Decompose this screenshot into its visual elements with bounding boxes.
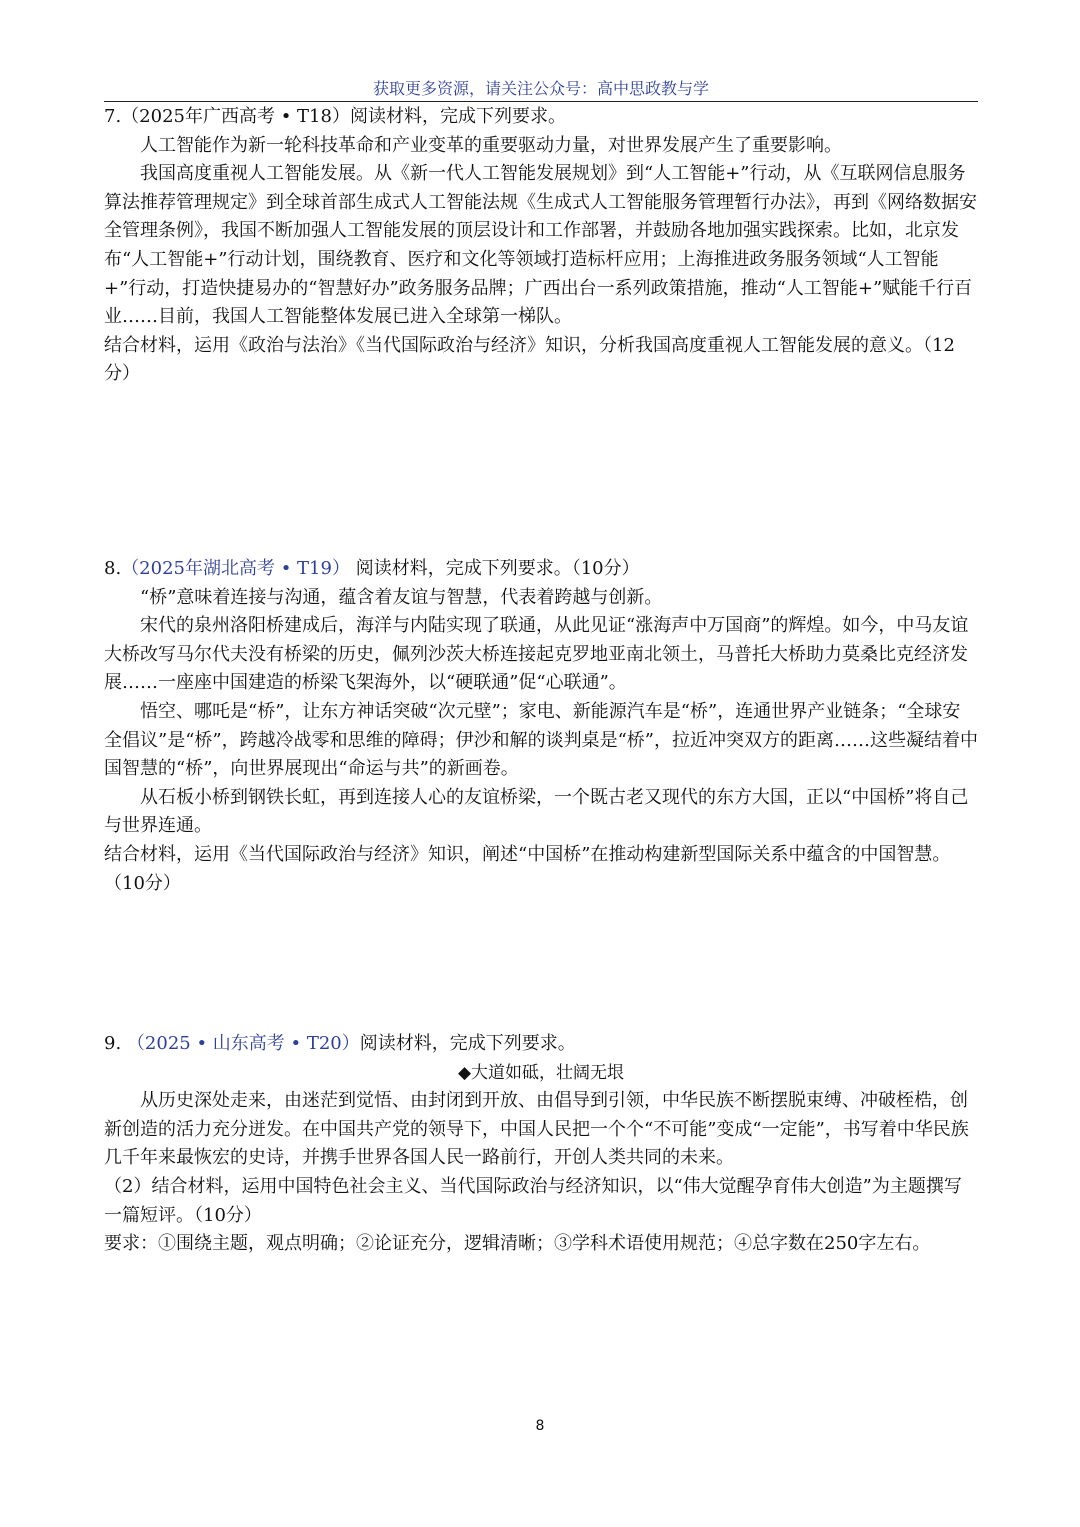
question-9: [104, 1030, 978, 1259]
q8-source-ref: （2025年湖北高考 • T19）: [121, 558, 350, 579]
q8-paragraph-4: 从石板小桥到钢铁长虹，再到连接人心的友谊桥梁，一个既古老又现代的东方大国，正以“中国桥”将自己与世界连通。: [104, 786, 969, 837]
q9-source-ref: （2025 • 山东高考 • T20）: [126, 1033, 360, 1054]
q8-task: 结合材料，运用《当代国际政治与经济》知识，阐述“中国桥”在推动构建新型国际关系中蕴含的中国智慧。（10分）: [104, 843, 951, 894]
q9-requirements: 要求：①围绕主题，观点明确；②论证充分，逻辑清晰；③学科术语使用规范；④总字数在250字左右。: [104, 1233, 931, 1255]
q7-heading: 7.（2025年广西高考 • T18）阅读材料，完成下列要求。: [104, 106, 566, 127]
q9-number: 9.: [104, 1033, 122, 1054]
q9-subtitle: ◆大道如砥，壮阔无垠: [457, 1062, 625, 1083]
q7-paragraph-2: 我国高度重视人工智能发展。从《新一代人工智能发展规划》到“人工智能+”行动，从《互联网信息服务算法推荐管理规定》到全球首部生成式人工智能法规《生成式人工智能服务管理暂行办法》，再到《网络数据安全管理条例》，我国不断加强人工智能发展的顶层设计和工作部署，并鼓励各地加强实践探索。比如，北京发布“人工智能+”行动计划，围绕教育、医疗和文化等领域打造标杆应用；上海推进政务服务领域“人工智能+”行动，打造快捷易办的“智慧好办”政务服务品牌；广西出台一系列政策措施，推动“人工智能+”赋能千行百业……目前，我国人工智能整体发展已进入全球第一梯队。: [104, 163, 977, 328]
page-number: 8: [535, 1418, 545, 1434]
q7-task: 结合材料，运用《政治与法治》《当代国际政治与经济》知识，分析我国高度重视人工智能发展的意义。（12分）: [104, 334, 955, 385]
q8-paragraph-1: “桥”意味着连接与沟通，蕴含着友谊与智慧，代表着跨越与创新。: [140, 586, 663, 608]
q8-paragraph-2: 宋代的泉州洛阳桥建成后，海洋与内陆实现了联通，从此见证“涨海声中万国商”的辉煌。如今，中马友谊大桥改写马尔代夫没有桥梁的历史，佩列沙茨大桥连接起克罗地亚南北领土，马普托大桥助力莫桑比克经济发展……一座座中国建造的桥梁飞架海外，以“硬联通”促“心联通”。: [104, 615, 969, 694]
q8-heading-text: 阅读材料，完成下列要求。（10分）: [349, 558, 640, 579]
q9-heading-text: 阅读材料，完成下列要求。: [359, 1033, 576, 1054]
header-divider: [104, 101, 978, 102]
q7-paragraph-1: 人工智能作为新一轮科技革命和产业变革的重要驱动力量，对世界发展产生了重要影响。: [140, 134, 842, 156]
q8-paragraph-3: 悟空、哪吒是“桥”，让东方神话突破“次元壁”；家电、新能源汽车是“桥”，连通世界产业链条；“全球安全倡议”是“桥”，跨越冷战零和思维的障碍；伊沙和解的谈判桌是“桥”，拉近冲突双方的距离……这些凝结着中国智慧的“桥”，向世界展现出“命运与共”的新画卷。: [104, 700, 979, 780]
question-8: [104, 555, 978, 898]
q8-number: 8.: [104, 558, 122, 579]
q9-task: （2）结合材料，运用中国特色社会主义、当代国际政治与经济知识，以“伟大觉醒孕育伟大创造”为主题撰写一篇短评。（10分）: [104, 1175, 962, 1226]
page-header: 获取更多资源，请关注公众号：高中思政教与学: [372, 79, 709, 98]
q8-heading: [104, 555, 978, 584]
q9-paragraph-1: 从历史深处走来，由迷茫到觉悟、由封闭到开放、由倡导到引领，中华民族不断摆脱束缚、冲破桎梏，创新创造的活力充分迸发。在中国共产党的领导下，中国人民把一个个“不可能”变成“一定能”，书写着中华民族几千年来最恢宏的史诗，并携手世界各国人民一路前行，开创人类共同的未来。: [104, 1090, 969, 1169]
question-7: [104, 103, 978, 389]
q9-heading: [104, 1030, 978, 1059]
